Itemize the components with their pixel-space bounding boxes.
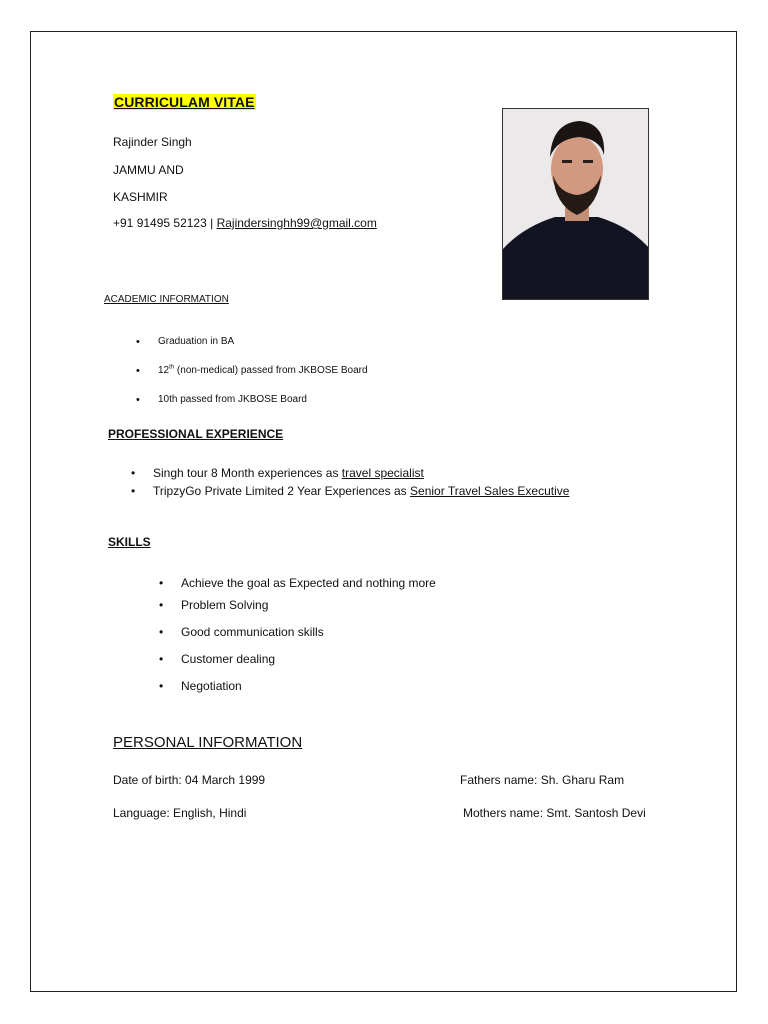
profile-photo [502, 108, 649, 300]
list-item: • 10th passed from JKBOSE Board [158, 394, 368, 423]
father-name: Fathers name: Sh. Gharu Ram [460, 773, 625, 787]
language: Language: English, Hindi [113, 806, 247, 820]
skills-list [181, 576, 436, 706]
phone-number: +91 91495 52123 [113, 216, 207, 230]
candidate-name: Rajinder Singh [113, 135, 192, 149]
academic-list [158, 336, 368, 423]
professional-list [153, 466, 569, 502]
academic-heading: ACADEMIC INFORMATION [104, 294, 229, 305]
mother-name: Mothers name: Smt. Santosh Devi [463, 806, 646, 820]
list-item: • Good communication skills [181, 625, 436, 652]
list-item: • Problem Solving [181, 598, 436, 625]
address-line-1: JAMMU AND [113, 163, 184, 177]
date-of-birth: Date of birth: 04 March 1999 [113, 773, 266, 787]
personal-heading: PERSONAL INFORMATION [113, 734, 303, 751]
contact-separator: | [210, 216, 214, 230]
list-item: • TripzyGo Private Limited 2 Year Experiences as Senior Travel Sales Executive [153, 484, 569, 502]
document-title: CURRICULAM VITAE [114, 94, 255, 110]
person-portrait-icon [503, 109, 649, 300]
contact-line [113, 216, 377, 230]
address-line-2: KASHMIR [113, 190, 168, 204]
skills-heading: SKILLS [108, 535, 151, 549]
list-item: • Negotiation [181, 679, 436, 706]
email-link[interactable]: Rajindersinghh99@gmail.com [216, 216, 377, 230]
list-item: • 12th (non-medical) passed from JKBOSE Board [158, 365, 368, 394]
professional-heading: PROFESSIONAL EXPERIENCE [108, 427, 284, 441]
list-item: • Customer dealing [181, 652, 436, 679]
list-item: • Graduation in BA [158, 336, 368, 365]
list-item: • Achieve the goal as Expected and nothing more [181, 576, 436, 598]
list-item: • Singh tour 8 Month experiences as travel specialist [153, 466, 569, 484]
